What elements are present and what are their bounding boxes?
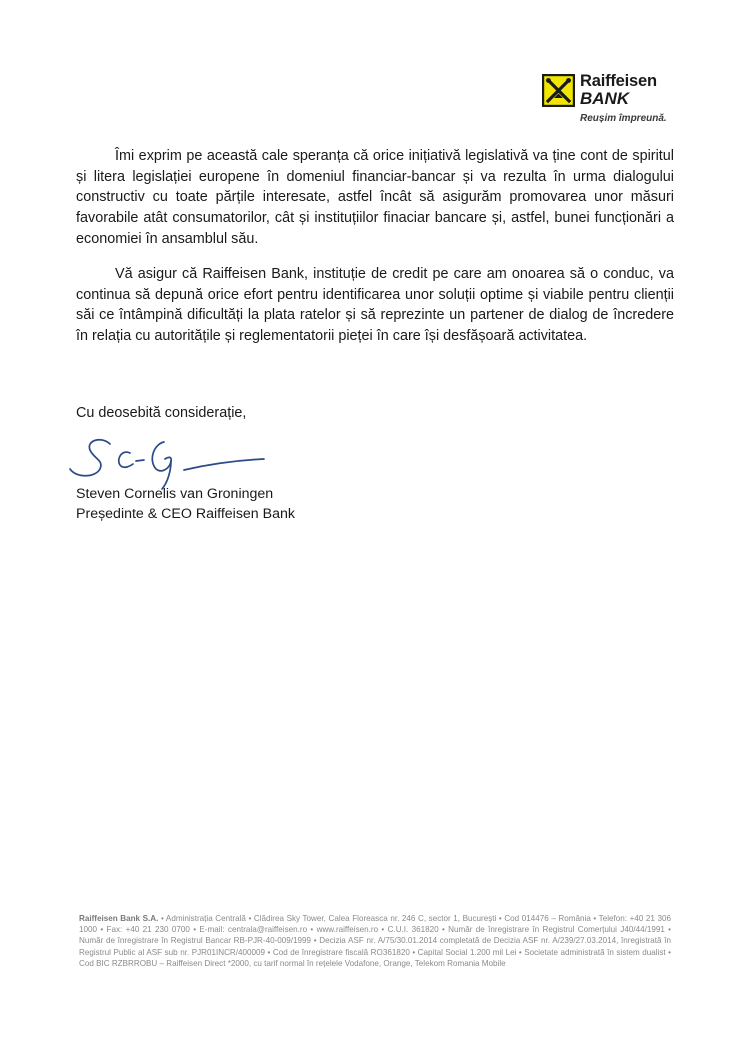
- raiffeisen-logo: [540, 72, 675, 132]
- logo-bank-label: BANK: [580, 89, 630, 108]
- logo-wordmark: Raiffeisen: [580, 72, 657, 90]
- logo-tagline: Reușim împreună.: [580, 113, 667, 124]
- letter-closing: Cu deosebită considerație,: [76, 405, 247, 421]
- letter-paragraph-2: Vă asigur că Raiffeisen Bank, instituție de credit pe care am onoarea să o conduc, va continua să depună orice efort pentru identificarea unor soluții optime și viabile pentru clienții săi ce întâmpină dificultăți la plata ratelor și să reprezinte un partener de dialog de încredere în relația cu autoritățile și reglementatorii pieței în care își desfășoară activitatea.: [76, 266, 674, 345]
- signer-name: Steven Cornelis van Groningen: [76, 486, 274, 502]
- footer-legal-text: • Administrația Centrală • Clădirea Sky Tower, Calea Floreasca nr. 246 C, sector 1, București • Cod 014476 – România • Telefon: +40 21 306 1000 • Fax: +40 21 230 0700 • E-mail: centrala@raiffeisen.ro • www.raiffeisen.ro • C.U.I. 361820 • Număr de înregistrare în Registrul Comerțului J40/44/1991 • Număr de înregistrare în Registrul Bancar RB-PJR-40-009/1999 • Decizia ASF nr. A/75/30.01.2014 completată de Decizia ASF nr. A/239/27.03.2014, înregistrată în Registrul Public al ASF sub nr. PJR01INCR/400009 • Cod de înregistrare fiscală RO361820 • Capital Social 1.200 mil Lei • Societate administrată în sistem dualist • Cod BIC RZBRROBU – Raiffeisen Direct *2000, cu tarif normal în rețelele Vodafone, Orange, Telekom Romania Mobile: [79, 914, 671, 968]
- legal-footer: [79, 913, 671, 969]
- handwritten-signature: [64, 432, 270, 492]
- footer-company-name: Raiffeisen Bank S.A.: [79, 914, 159, 923]
- letter-paragraph-1: Îmi exprim pe această cale speranța că orice inițiativă legislativă va ține cont de spiritul și litera legislației europene în domeniul financiar-bancar și va rezulta în urma dialogului constructiv cu toate părțile interesate, astfel încât să asigurăm promovarea unor măsuri favorabile atât consumatorilor, cât și instituțiilor finaciar bancare și, astfel, bunei funcționări a economiei în ansamblul său.: [76, 148, 674, 247]
- raiffeisen-crossed-gables-icon: [542, 74, 575, 107]
- signer-title: Președinte & CEO Raiffeisen Bank: [76, 506, 295, 522]
